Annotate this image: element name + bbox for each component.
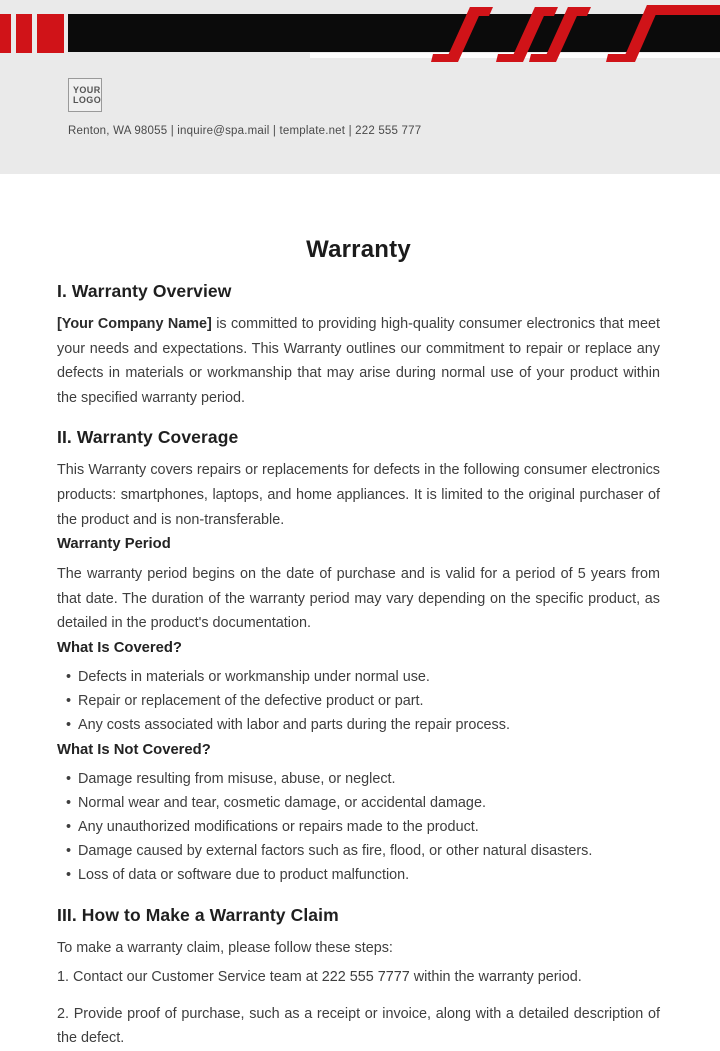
black-band bbox=[68, 14, 720, 52]
paragraph-warranty-period: The warranty period begins on the date of purchase and is valid for a period of 5 years from that date. The duration of the warranty period may vary depending on the specific product, as detailed in the product's documentation. bbox=[57, 566, 660, 632]
logo-text-line1: YOUR bbox=[73, 85, 101, 95]
list-item: • Defects in materials or workmanship under normal use. bbox=[78, 665, 660, 689]
list-item: • Repair or replacement of the defective product or part. bbox=[78, 689, 660, 713]
list-item: • Any costs associated with labor and parts during the repair process. bbox=[78, 713, 660, 737]
subheading-warranty-period: Warranty Period bbox=[57, 536, 171, 553]
subheading-what-is-covered: What Is Covered? bbox=[57, 639, 182, 656]
paragraph-overview-text: is committed to providing high-quality consumer electronics that meet your needs and expectations. This Warranty outlines our commitment to repair or replace any defects in materials or workmanship that may arise during normal use of your product within the specified warranty period. bbox=[57, 316, 660, 406]
claim-step-1: 1. Contact our Customer Service team at 222 555 7777 within the warranty period. bbox=[57, 969, 582, 986]
logo-text-line2: LOGO bbox=[73, 95, 102, 105]
list-item: • Normal wear and tear, cosmetic damage, or accidental damage. bbox=[78, 791, 660, 815]
paragraph-coverage: This Warranty covers repairs or replacements for defects in the following consumer electronics products: smartphones, laptops, and home appliances. It is limited to the original purchaser of the product and is non-transferable. bbox=[57, 462, 660, 528]
section-heading-coverage: II. Warranty Coverage bbox=[57, 427, 239, 448]
not-covered-list bbox=[57, 767, 660, 888]
section-heading-overview: I. Warranty Overview bbox=[57, 281, 232, 301]
document-body bbox=[0, 236, 720, 1051]
page-title: Warranty bbox=[306, 236, 411, 263]
header-decoration bbox=[0, 0, 720, 78]
list-item: • Damage resulting from misuse, abuse, or neglect. bbox=[78, 767, 660, 791]
list-item: • Loss of data or software due to product malfunction. bbox=[78, 863, 660, 887]
list-item: • Any unauthorized modifications or repairs made to the product. bbox=[78, 815, 660, 839]
contact-line: Renton, WA 98055 | inquire@spa.mail | template.net | 222 555 777 bbox=[68, 125, 422, 137]
paragraph-overview bbox=[57, 312, 660, 410]
claim-step-2: 2. Provide proof of purchase, such as a receipt or invoice, along with a detailed description of the defect. bbox=[57, 1005, 660, 1047]
list-item: • Damage caused by external factors such as fire, flood, or other natural disasters. bbox=[78, 839, 660, 863]
section-heading-claim: III. How to Make a Warranty Claim bbox=[57, 904, 339, 925]
company-name-placeholder: [Your Company Name] bbox=[57, 316, 212, 332]
logo-placeholder bbox=[68, 78, 102, 112]
covered-list bbox=[57, 665, 660, 738]
paragraph-claim-intro: To make a warranty claim, please follow these steps: bbox=[57, 939, 393, 956]
red-accent-bars bbox=[0, 14, 64, 53]
letterhead bbox=[0, 0, 720, 174]
subheading-what-is-not-covered: What Is Not Covered? bbox=[57, 741, 211, 758]
